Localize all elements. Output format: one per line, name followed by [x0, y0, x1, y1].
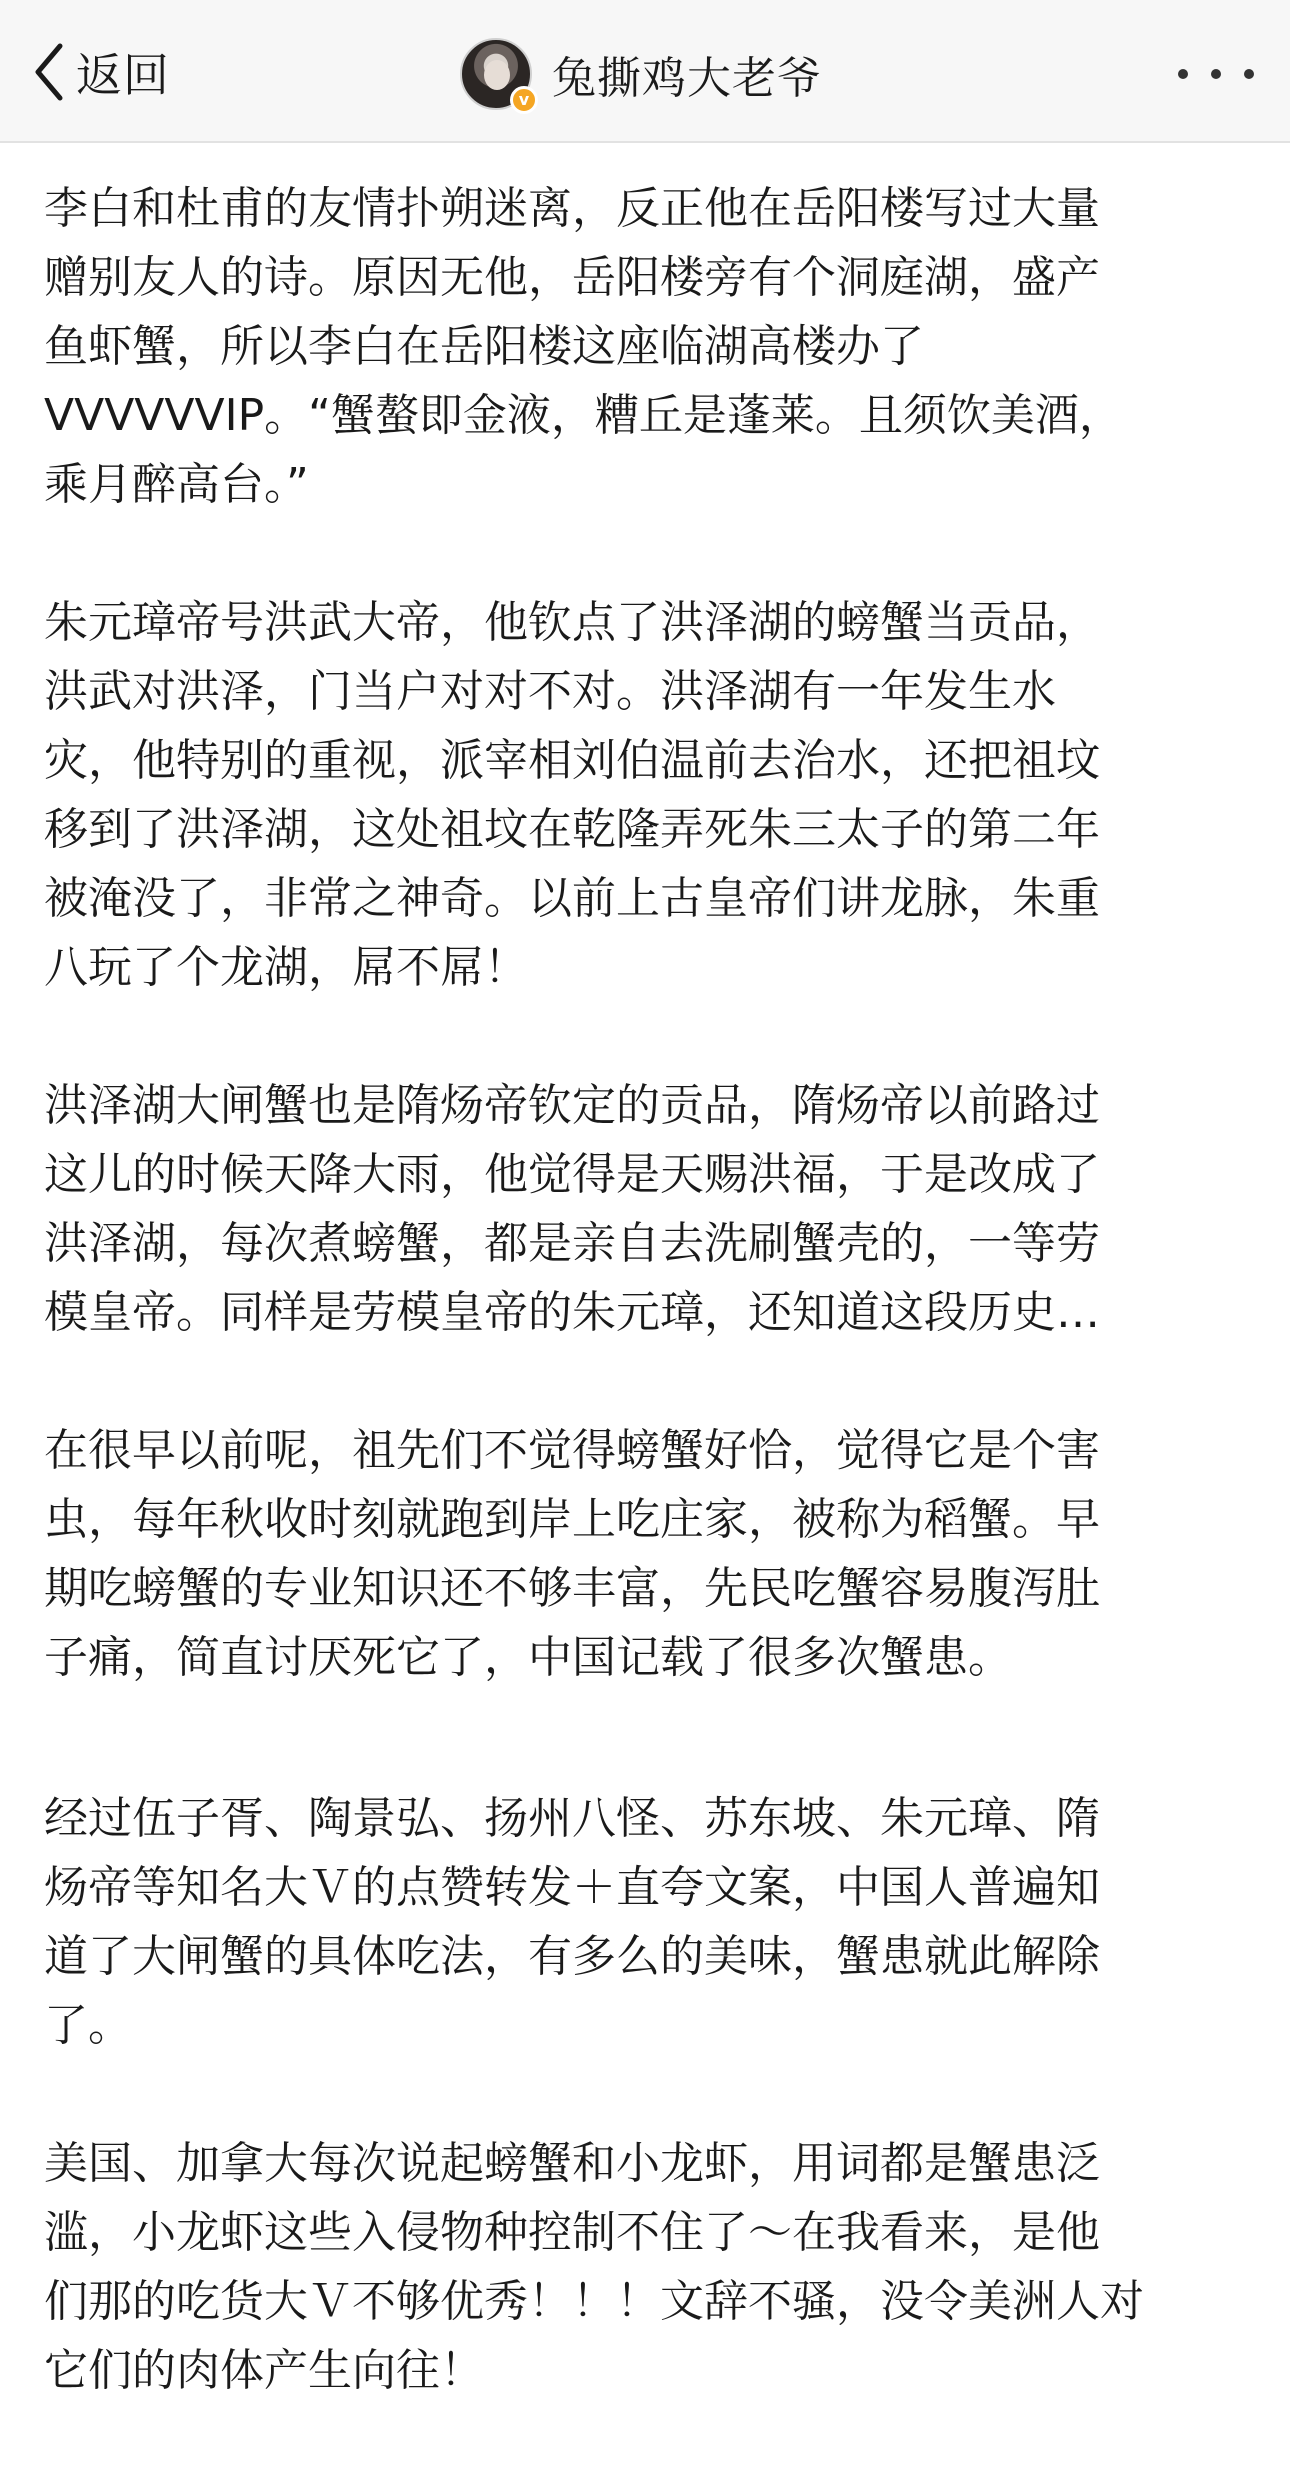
chevron-left-icon [32, 42, 66, 102]
article-paragraph: 洪泽湖大闸蟹也是隋炀帝钦定的贡品，隋炀帝以前路过 这儿的时候天降大雨，他觉得是天赐洪福，于是改成了 洪泽湖，每次煮螃蟹，都是亲自去洗刷蟹壳的，一等劳 模皇帝。同样是劳模皇帝的朱元璋，还知道这段历史… [44, 1080, 1100, 1338]
author-profile[interactable] [460, 36, 822, 112]
more-options-button[interactable] [1178, 56, 1254, 92]
article-paragraph: 朱元璋帝号洪武大帝，他钦点了洪泽湖的螃蟹当贡品， 洪武对洪泽，门当户对对不对。洪泽湖有一年发生水 灾，他特别的重视，派宰相刘伯温前去治水，还把祖坟 移到了洪泽湖，这处祖坟在乾隆弄死朱三太子的第二年 被淹没了，非常之神奇。以前上古皇帝们讲龙脉，朱重 八玩了个龙湖，屌不屌！ [44, 597, 1100, 993]
more-dot-icon [1244, 69, 1254, 79]
article-body [44, 174, 1244, 2474]
back-button[interactable] [32, 34, 170, 110]
top-nav-bar [0, 0, 1290, 143]
verified-badge-icon: v [510, 86, 538, 114]
author-name[interactable]: 兔撕鸡大老爷 [552, 53, 822, 104]
avatar[interactable] [460, 38, 532, 110]
more-dot-icon [1211, 69, 1221, 79]
article-paragraph: 李白和杜甫的友情扑朔迷离，反正他在岳阳楼写过大量 赠别友人的诗。原因无他，岳阳楼旁有个洞庭湖，盛产 鱼虾蟹，所以李白在岳阳楼这座临湖高楼办了 VVVVVVIP。“蟹螯即金液，糟丘是蓬莱。且须饮美酒， 乘月醉高台。” [44, 183, 1123, 510]
back-label: 返回 [76, 48, 170, 102]
more-dot-icon [1178, 69, 1188, 79]
avatar-face [484, 60, 510, 90]
article-paragraph: 美国、加拿大每次说起螃蟹和小龙虾，用词都是蟹患泛 滥，小龙虾这些入侵物种控制不住了～在我看来，是他 们那的吃货大Ｖ不够优秀！！！文辞不骚，没令美洲人对 它们的肉体产生向往！ [44, 2138, 1144, 2396]
article-paragraph: 在很早以前呢，祖先们不觉得螃蟹好恰，觉得它是个害 虫，每年秋收时刻就跑到岸上吃庄家，被称为稻蟹。早 期吃螃蟹的专业知识还不够丰富，先民吃蟹容易腹泻肚 子痛，简直讨厌死它了，中国记载了很多次蟹患。 [44, 1425, 1100, 1683]
article-paragraph: 经过伍子胥、陶景弘、扬州八怪、苏东坡、朱元璋、隋 炀帝等知名大Ｖ的点赞转发＋直夸文案，中国人普遍知 道了大闸蟹的具体吃法，有多么的美味，蟹患就此解除 了。 [44, 1793, 1100, 2051]
